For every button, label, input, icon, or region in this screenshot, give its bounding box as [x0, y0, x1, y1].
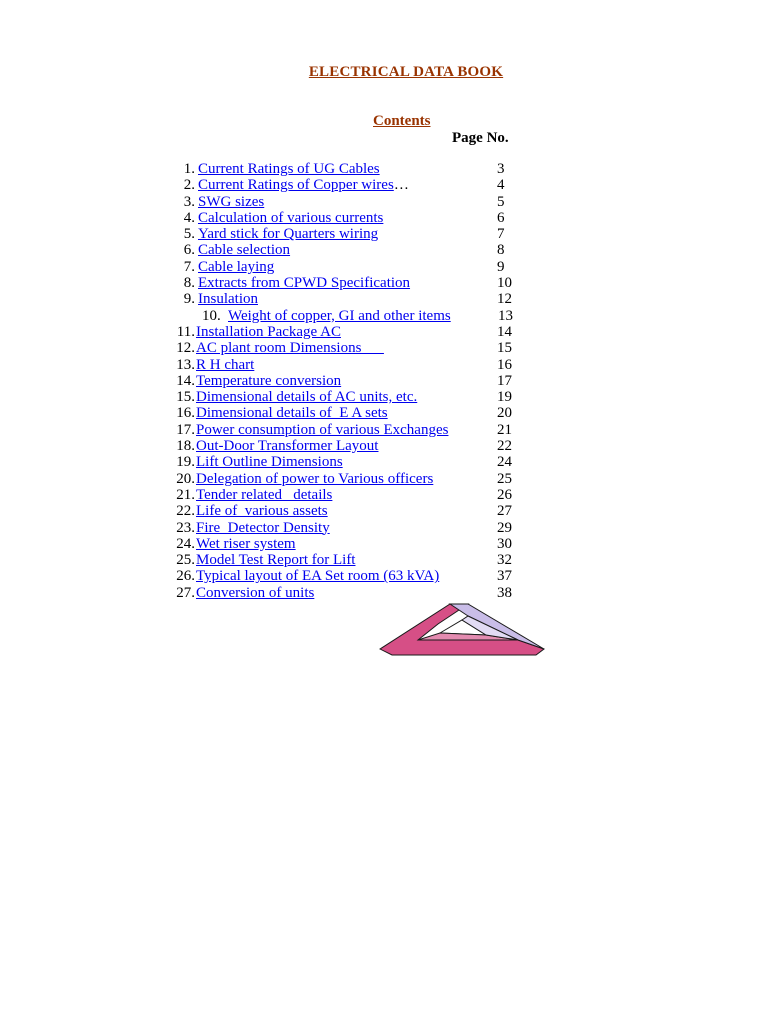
toc-number: 21.	[176, 486, 195, 503]
toc-number: 8.	[183, 275, 195, 292]
toc-page-number: 27	[497, 503, 512, 520]
toc-page-number: 21	[497, 421, 512, 438]
toc-link-ac-units-dimensions[interactable]: Dimensional details of AC units, etc.	[196, 389, 418, 406]
toc-number: 22.	[176, 503, 195, 520]
toc-row	[0, 194, 768, 210]
toc-link-life-assets[interactable]: Life of various assets	[196, 503, 328, 520]
toc-row	[0, 389, 768, 405]
toc-link-swg-sizes[interactable]: SWG sizes	[198, 193, 265, 210]
toc-number: 23.	[176, 519, 195, 536]
toc-link-lift-outline[interactable]: Lift Outline Dimensions	[196, 454, 343, 471]
toc-number: 6.	[183, 242, 195, 259]
toc-row	[0, 242, 768, 258]
toc-link-rh-chart[interactable]: R H chart	[196, 356, 255, 373]
toc-number: 13.	[176, 356, 195, 373]
toc-link-lift-test-report[interactable]: Model Test Report for Lift	[196, 552, 356, 569]
toc-number: 20.	[176, 470, 195, 487]
toc-row	[0, 340, 768, 356]
toc-row	[0, 454, 768, 470]
toc-suffix: …	[393, 177, 409, 194]
toc-link-copper-wires[interactable]: Current Ratings of Copper wires	[198, 177, 394, 194]
toc-entry	[198, 177, 409, 193]
contents-heading: Contents	[373, 113, 431, 129]
toc-number: 18.	[176, 438, 195, 455]
toc-row	[0, 308, 768, 324]
toc-number: 10.	[202, 307, 221, 324]
document-title: ELECTRICAL DATA BOOK	[308, 64, 504, 80]
toc-page-number: 26	[497, 486, 512, 503]
toc-number: 3.	[183, 193, 195, 210]
toc-link-transformer-layout[interactable]: Out-Door Transformer Layout	[196, 438, 379, 455]
toc-link-ug-cables[interactable]: Current Ratings of UG Cables	[198, 161, 380, 177]
toc-row	[0, 520, 768, 536]
toc-link-calculation-currents[interactable]: Calculation of various currents	[198, 209, 384, 226]
toc-link-ea-sets-dimensions[interactable]: Dimensional details of E A sets	[196, 405, 388, 422]
toc-row	[0, 471, 768, 487]
toc-number: 2.	[183, 177, 195, 194]
toc-row	[0, 422, 768, 438]
toc-link-wet-riser[interactable]: Wet riser system	[196, 535, 296, 552]
toc-link-cable-selection[interactable]: Cable selection	[198, 242, 291, 259]
toc-number: 7.	[183, 258, 195, 275]
toc-number: 14.	[176, 372, 195, 389]
toc-number: 17.	[176, 421, 195, 438]
toc-row	[0, 503, 768, 519]
toc-link-ea-set-room[interactable]: Typical layout of EA Set room (63 kVA)	[196, 568, 440, 585]
page-number-heading: Page No.	[452, 130, 509, 146]
toc-page-number: 32	[497, 552, 512, 569]
toc-number: 16.	[176, 405, 195, 422]
toc-number: 24.	[176, 535, 195, 552]
toc-page-number: 16	[497, 356, 512, 373]
toc-number: 9.	[183, 291, 195, 308]
toc-link-fire-detector[interactable]: Fire Detector Density	[196, 519, 330, 536]
toc-page-number: 7	[497, 226, 505, 243]
toc-page-number: 3	[497, 161, 505, 177]
toc-row	[0, 357, 768, 373]
toc-link-weight-copper[interactable]: Weight of copper, GI and other items	[228, 307, 451, 324]
toc-number: 4.	[183, 209, 195, 226]
toc-row	[0, 373, 768, 389]
toc-number: 11.	[176, 323, 195, 340]
toc-link-delegation-power[interactable]: Delegation of power to Various officers	[196, 470, 434, 487]
toc-page-number: 15	[497, 340, 512, 357]
toc-row	[0, 275, 768, 291]
table-of-contents	[0, 161, 768, 601]
toc-page-number: 6	[497, 209, 505, 226]
toc-number: 19.	[176, 454, 195, 471]
toc-number: 25.	[176, 552, 195, 569]
toc-page-number: 8	[497, 242, 505, 259]
toc-page-number: 12	[497, 291, 512, 308]
toc-link-power-consumption[interactable]: Power consumption of various Exchanges	[196, 421, 449, 438]
toc-page-number: 17	[497, 372, 512, 389]
toc-link-yard-stick[interactable]: Yard stick for Quarters wiring	[198, 226, 379, 243]
toc-row	[0, 324, 768, 340]
toc-page-number: 22	[497, 438, 512, 455]
toc-number: 12.	[176, 340, 195, 357]
toc-row	[0, 259, 768, 275]
toc-row	[0, 536, 768, 552]
toc-page-number: 25	[497, 470, 512, 487]
toc-number: 5.	[183, 226, 195, 243]
toc-page-number: 10	[497, 275, 512, 292]
toc-page-number: 19	[497, 389, 512, 406]
toc-page-number: 24	[497, 454, 512, 471]
toc-row	[0, 438, 768, 454]
toc-number: 1.	[183, 161, 195, 177]
toc-page-number: 4	[497, 177, 505, 194]
toc-link-installation-package[interactable]: Installation Package AC	[196, 323, 341, 340]
toc-link-temperature-conversion[interactable]: Temperature conversion	[196, 372, 342, 389]
toc-link-tender-details[interactable]: Tender related details	[196, 486, 333, 503]
toc-page-number: 29	[497, 519, 512, 536]
toc-row	[0, 585, 768, 601]
triangle-logo-icon	[378, 602, 548, 658]
toc-page-number: 5	[497, 193, 505, 210]
toc-page-number: 20	[497, 405, 512, 422]
toc-page-number: 37	[497, 568, 512, 585]
toc-page-number: 9	[497, 258, 505, 275]
toc-page-number: 13	[498, 307, 513, 324]
toc-number: 27.	[176, 584, 195, 601]
toc-row	[0, 210, 768, 226]
toc-link-insulation[interactable]: Insulation	[198, 291, 258, 308]
toc-number: 15.	[176, 389, 195, 406]
toc-row	[0, 226, 768, 242]
toc-row	[0, 552, 768, 568]
toc-page-number: 14	[497, 323, 512, 340]
toc-link-ac-plant-room[interactable]: AC plant room Dimensions	[196, 340, 384, 357]
toc-row	[0, 568, 768, 584]
toc-page-number: 38	[497, 584, 512, 601]
toc-row	[0, 405, 768, 421]
toc-link-cable-laying[interactable]: Cable laying	[198, 258, 275, 275]
toc-row	[0, 487, 768, 503]
toc-row	[0, 161, 768, 177]
toc-link-conversion-units[interactable]: Conversion of units	[196, 584, 315, 601]
toc-row	[0, 291, 768, 307]
toc-link-cpwd-specification[interactable]: Extracts from CPWD Specification	[198, 275, 411, 292]
toc-row	[0, 177, 768, 193]
toc-page-number: 30	[497, 535, 512, 552]
toc-number: 26.	[176, 568, 195, 585]
